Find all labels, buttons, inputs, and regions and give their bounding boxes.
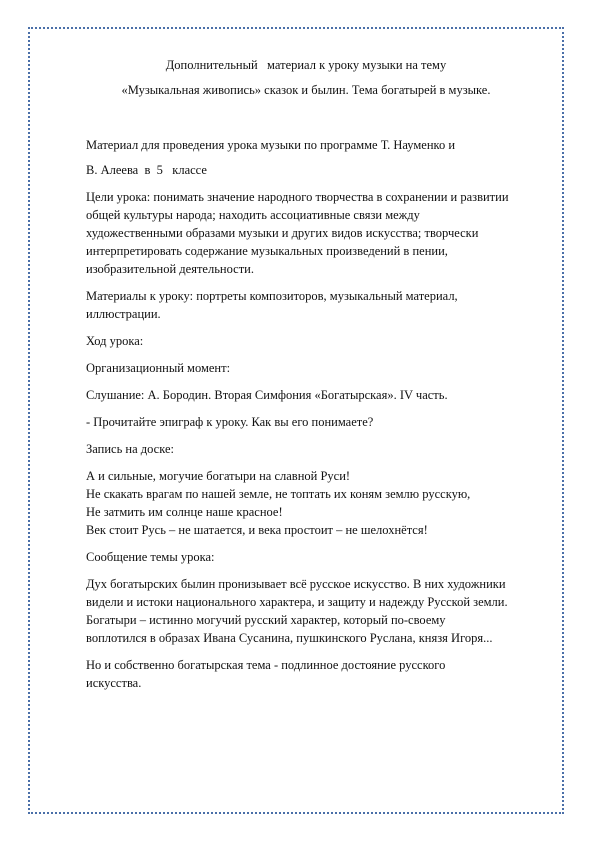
epigraph-block <box>86 467 526 539</box>
topic-paragraph <box>86 575 526 647</box>
question-line: - Прочитайте эпиграф к уроку. Как вы его понимаете? <box>86 415 374 429</box>
topic-line: Богатыри – истинно могучий русский характер, который по-своему <box>86 613 446 627</box>
goals-line: изобразительной деятельности. <box>86 262 254 276</box>
goals-paragraph <box>86 188 526 278</box>
program-line-1: Материал для проведения урока музыки по программе Т. Науменко и <box>86 138 456 152</box>
lesson-progress-heading: Ход урока: <box>86 334 144 348</box>
closing-paragraph <box>86 656 526 692</box>
topic-line: воплотился в образах Ивана Сусанина, пушкинского Руслана, князя Игоря... <box>86 631 493 645</box>
epigraph-line: Век стоит Русь – не шатается, и века простоит – не шелохнётся! <box>86 523 428 537</box>
materials-paragraph <box>86 287 526 323</box>
epigraph-line: Не скакать врагам по нашей земле, не топтать их коням землю русскую, <box>86 487 471 501</box>
topic-line: Дух богатырских былин пронизывает всё русское искусство. В них художники <box>86 577 506 591</box>
topic-label: Сообщение темы урока: <box>86 550 215 564</box>
topic-line: видели и истоки национального характера, и защиту и надежду Русской земли. <box>86 595 508 609</box>
epigraph-line: А и сильные, могучие богатыри на славной Руси! <box>86 469 351 483</box>
listening-line: Слушание: А. Бородин. Вторая Симфония «Богатырская». IV часть. <box>86 388 448 402</box>
epigraph-line: Не затмить им солнце наше красное! <box>86 505 283 519</box>
materials-line: иллюстрации. <box>86 307 161 321</box>
closing-line: искусства. <box>86 676 142 690</box>
closing-line: Но и собственно богатырская тема - подлинное достояние русского <box>86 658 446 672</box>
materials-line: Материалы к уроку: портреты композиторов, музыкальный материал, <box>86 289 458 303</box>
goals-line: Цели урока: понимать значение народного творчества в сохранении и развитии <box>86 190 509 204</box>
board-label: Запись на доске: <box>86 442 175 456</box>
org-moment-heading: Организационный момент: <box>86 361 231 375</box>
title-line-2: «Музыкальная живопись» сказок и былин. Тема богатырей в музыке. <box>121 83 491 97</box>
goals-line: интерпретировать содержание музыкальных произведений в пении, <box>86 244 448 258</box>
program-line-2: В. Алеева в 5 классе <box>86 163 207 177</box>
document-body <box>86 56 526 692</box>
goals-line: общей культуры народа; находить ассоциативные связи между <box>86 208 420 222</box>
title-line-1: Дополнительный материал к уроку музыки на тему <box>165 58 447 72</box>
goals-line: художественными образами музыки и других видов искусства; творчески <box>86 226 479 240</box>
